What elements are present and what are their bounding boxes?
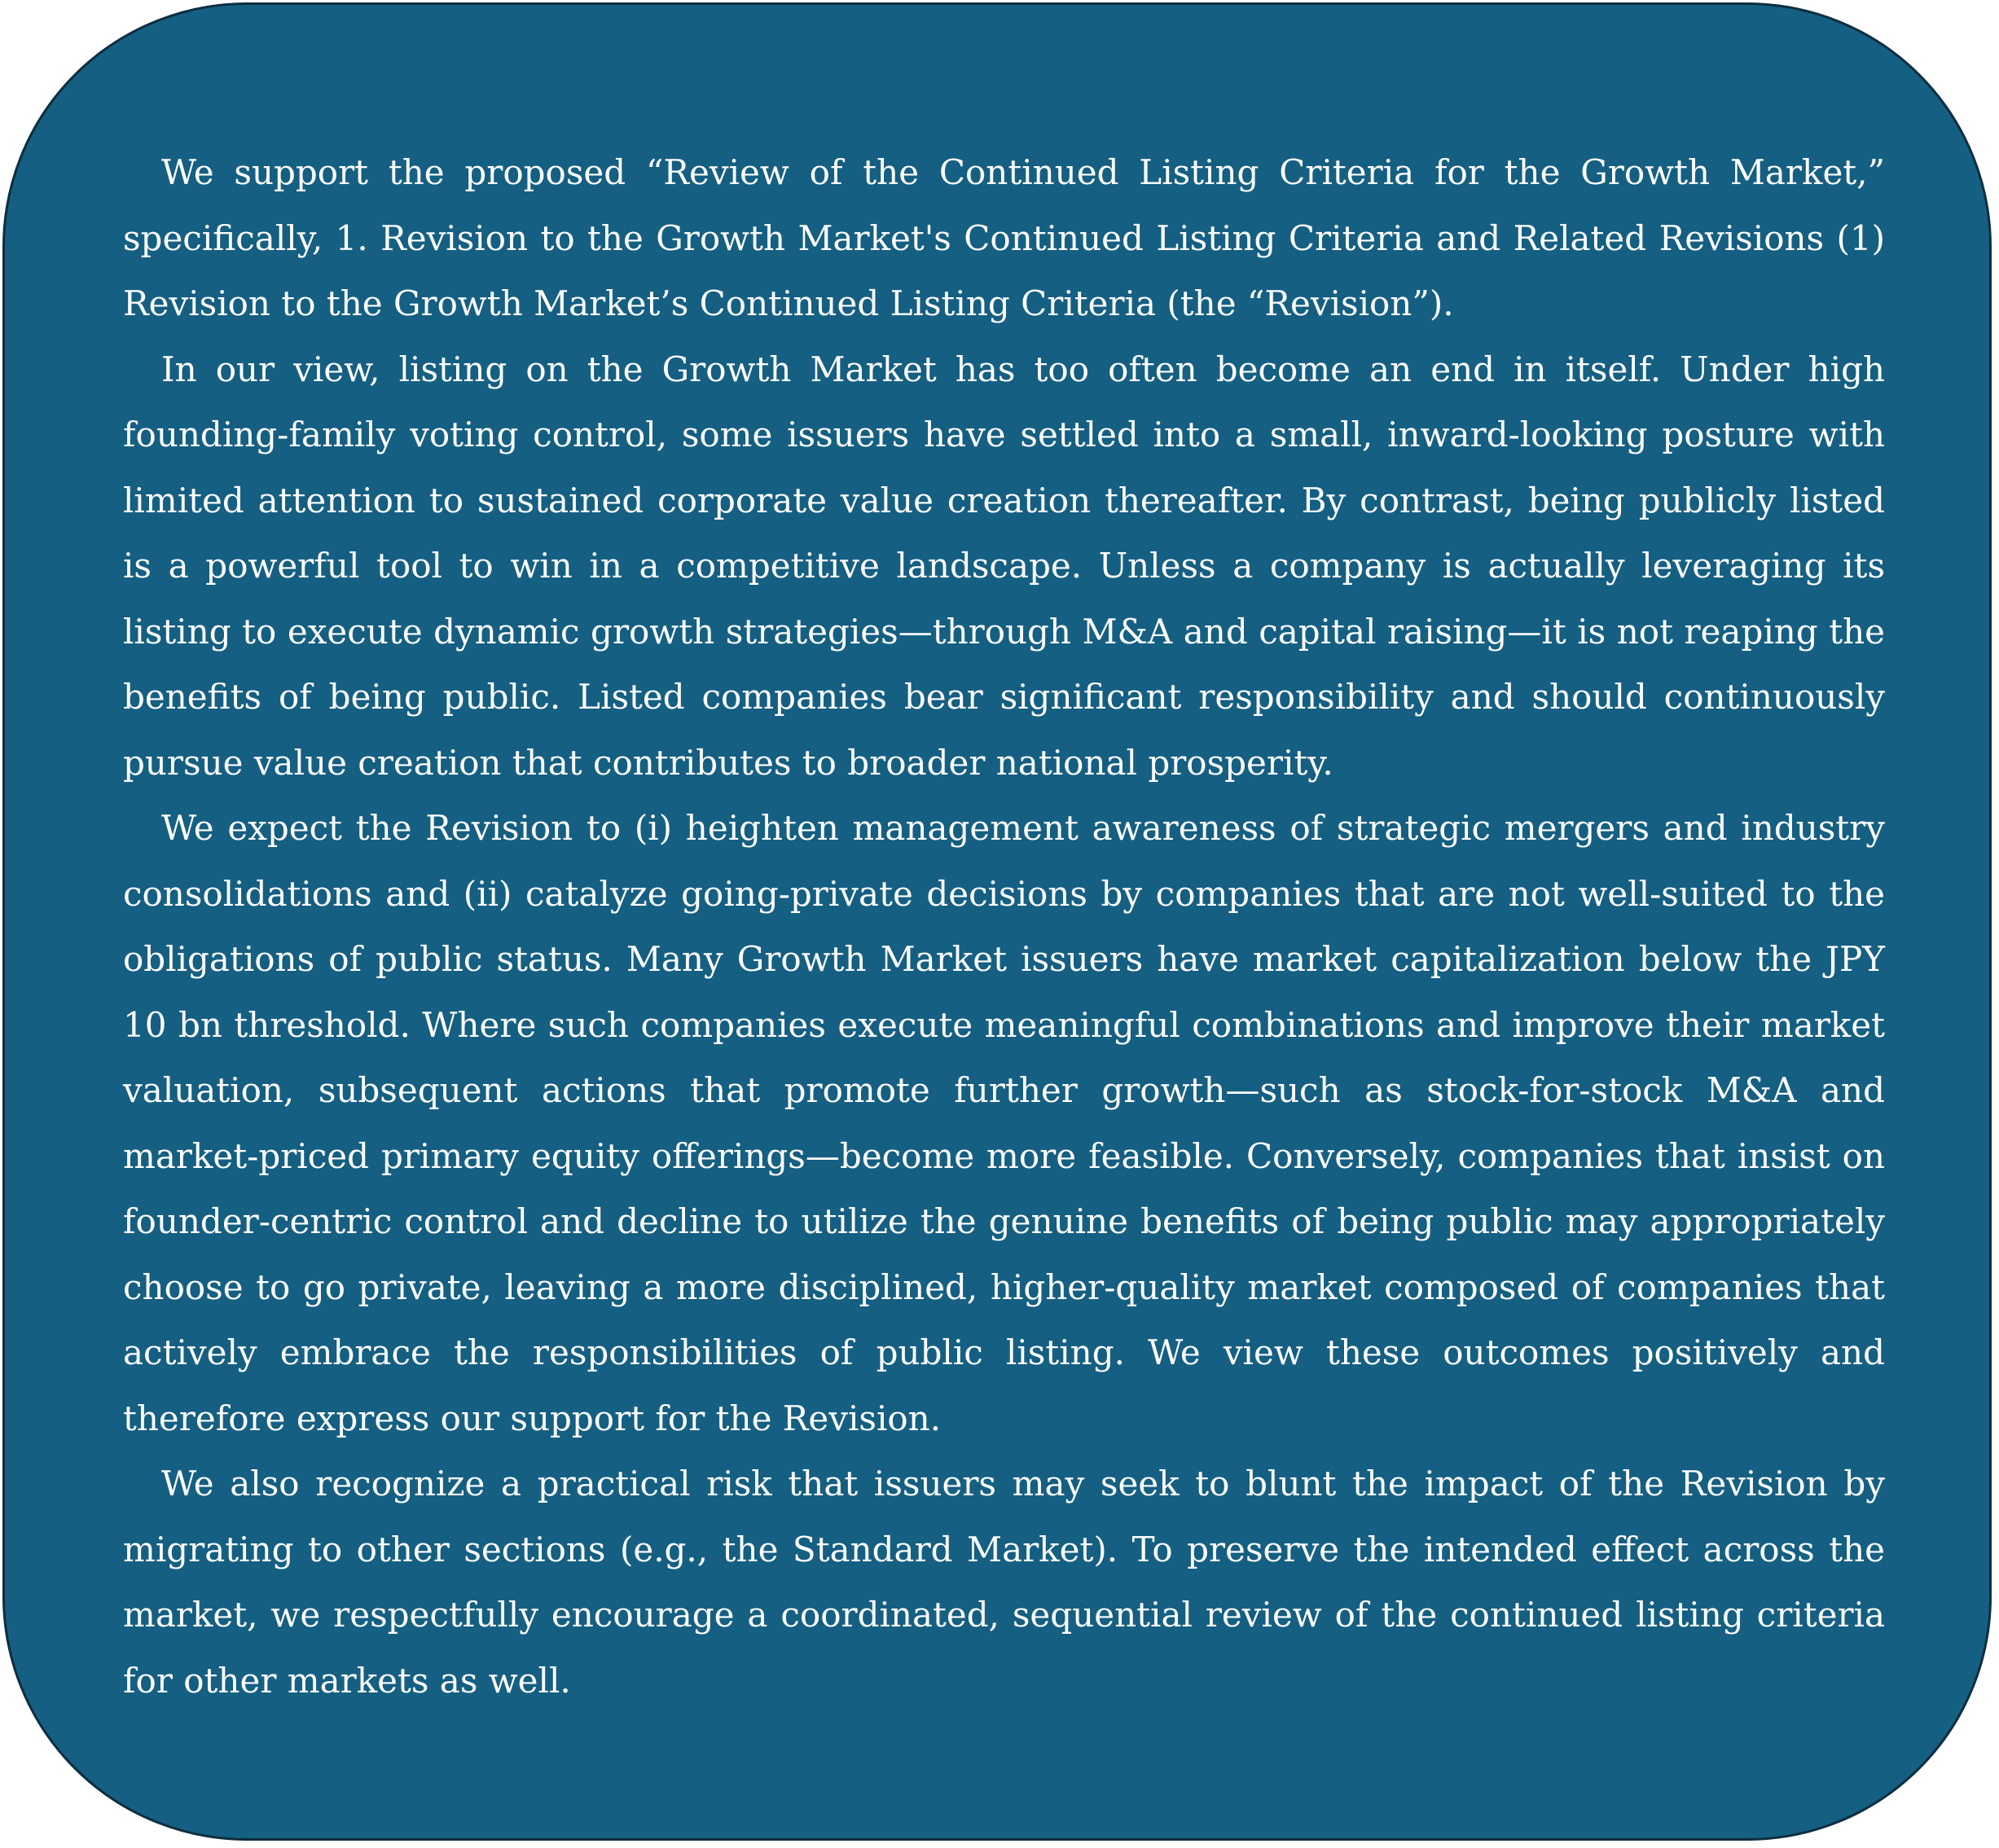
paragraph-expected-effects: We expect the Revision to (i) heighten management awareness of strategic mergers and industry consolidations and (ii) catalyze going-private decisions by companies that are not well-suited to the obligations of public status. Many Growth Market issuers have market capitalization below the JPY 10 bn threshold. Where such companies execute meaningful combinations and improve their market valuation, subsequent actions that promote further growth—such as stock-for-stock M&A and market-priced primary equity offerings—become more feasible. Conversely, companies that insist on founder-centric control and decline to utilize the genuine benefits of being public may appropriately choose to go private, leaving a more disciplined, higher-quality market composed of companies that actively embrace the responsibilities of public listing. We view these outcomes positively and therefore express our support for the Revision.: [123, 808, 1885, 1438]
comment-body: [123, 140, 1885, 1714]
paragraph-migration-risk: We also recognize a practical risk that issuers may seek to blunt the impact of the Revision by migrating to other sections (e.g., the Standard Market). To preserve the intended effect across the market, we respectfully encourage a coordinated, sequential review of the continued listing criteria for other markets as well.: [123, 1464, 1885, 1701]
paragraph-support-statement: We support the proposed “Review of the Continued Listing Criteria for the Growth Market,” specifically, 1. Revision to the Growth Market's Continued Listing Criteria and Related Revisions (1) Revision to the Growth Market’s Continued Listing Criteria (the “Revision”).: [123, 152, 1885, 323]
paragraph-listing-view: In our view, listing on the Growth Market has too often become an end in itself. Under high founding-family voting control, some issuers have settled into a small, inward-looking posture with limited attention to sustained corporate value creation thereafter. By contrast, being publicly listed is a powerful tool to win in a competitive landscape. Unless a company is actually leveraging its listing to execute dynamic growth strategies—through M&A and capital raising—it is not reaping the benefits of being public. Listed companies bear significant responsibility and should continuously pursue value creation that contributes to broader national prosperity.: [123, 349, 1885, 783]
comment-panel: [2, 2, 1992, 1841]
